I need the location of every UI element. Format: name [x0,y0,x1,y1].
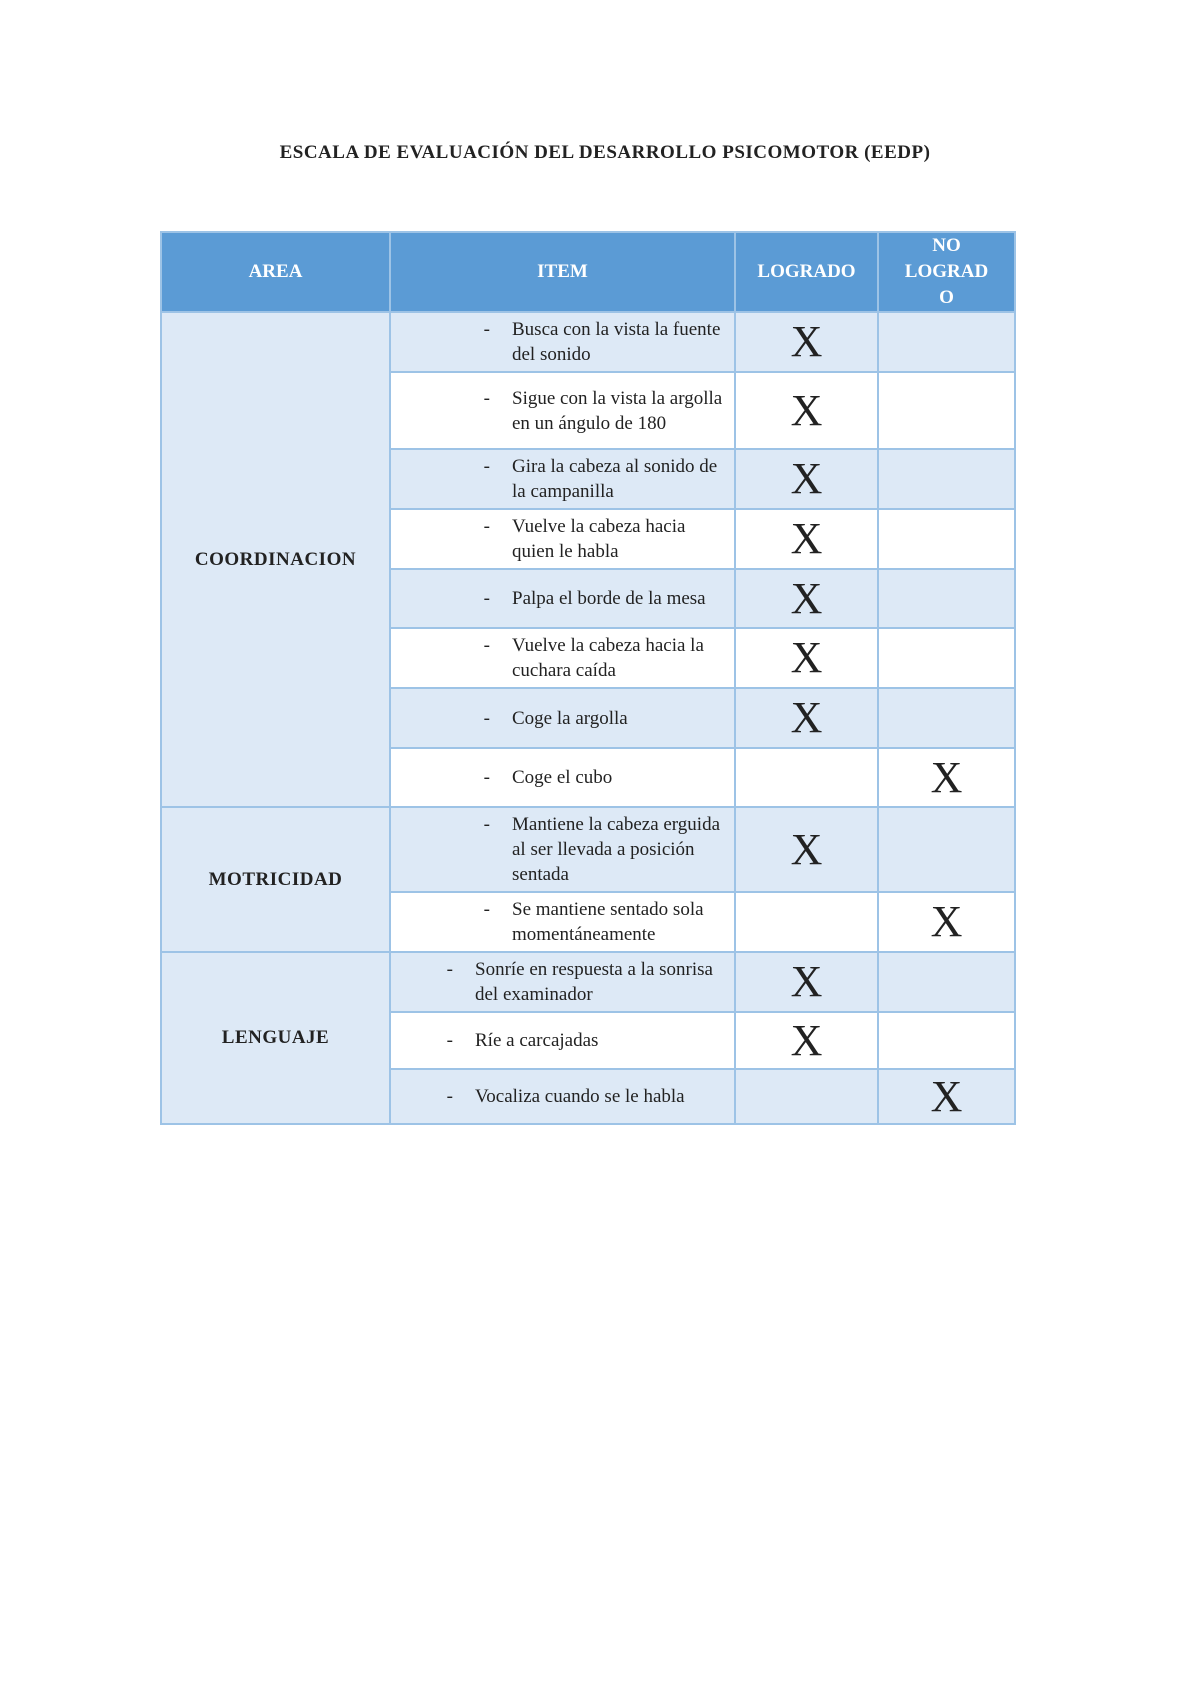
item-text: Gira la cabeza al sonido de la campanilla [512,456,718,502]
no-logrado-cell [878,569,1015,628]
item-cell [390,569,735,628]
table-row [161,312,1015,372]
table-row [161,807,1015,892]
no-logrado-cell [878,312,1015,372]
no-logrado-cell [878,372,1015,449]
no-logrado-cell: X [878,1069,1015,1124]
header-logrado: LOGRADO [735,232,878,312]
no-logrado-cell [878,807,1015,892]
header-area: AREA [161,232,390,312]
item-cell [390,628,735,688]
item-text: Coge el cubo [512,767,613,788]
logrado-cell [735,748,878,807]
logrado-cell [735,1069,878,1124]
header-no-logrado-line-1: NO [932,235,961,256]
item-text: Vuelve la cabeza hacia la cuchara caída [512,635,704,681]
no-logrado-cell [878,688,1015,748]
logrado-cell: X [735,372,878,449]
bullet-dash: - [483,899,490,920]
header-no-logrado-line-2: LOGRAD [904,261,989,282]
item-cell [390,312,735,372]
item-text: Se mantiene sentado sola momentáneamente [512,899,704,945]
eedp-table [160,231,1016,1125]
area-cell-coordinacion: COORDINACION [161,312,390,807]
logrado-cell: X [735,807,878,892]
item-text: Vocaliza cuando se le habla [475,1086,685,1107]
table-row [161,952,1015,1012]
bullet-dash: - [483,767,490,788]
header-no-logrado-line-3: O [939,287,954,308]
bullet-dash: - [446,1030,453,1051]
item-cell [390,688,735,748]
bullet-dash: - [446,959,453,980]
item-text: Coge la argolla [512,707,628,729]
logrado-cell: X [735,628,878,688]
no-logrado-cell [878,449,1015,509]
no-logrado-cell [878,628,1015,688]
item-text: Palpa el borde de la mesa [512,588,706,609]
area-cell-motricidad: MOTRICIDAD [161,807,390,952]
item-cell [390,807,735,892]
item-text: Ríe a carcajadas [475,1030,599,1051]
no-logrado-cell [878,509,1015,569]
no-logrado-cell: X [878,748,1015,807]
no-logrado-cell [878,952,1015,1012]
item-cell [390,748,735,807]
item-cell [390,952,735,1012]
bullet-dash: - [483,814,490,835]
item-text: Sonríe en respuesta a la sonrisa del examinador [475,959,713,1005]
bullet-dash: - [483,319,490,340]
no-logrado-cell: X [878,892,1015,952]
logrado-cell: X [735,449,878,509]
item-text: Vuelve la cabeza hacia quien le habla [512,516,686,562]
logrado-cell [735,892,878,952]
item-cell [390,449,735,509]
bullet-dash: - [483,387,490,409]
bullet-dash: - [483,635,490,656]
item-cell [390,372,735,449]
bullet-dash: - [483,456,490,477]
item-text: Busca con la vista la fuente del sonido [512,319,721,365]
logrado-cell: X [735,688,878,748]
item-text: Sigue con la vista la argolla en un ángulo de 180 [512,387,723,434]
logrado-cell: X [735,509,878,569]
header-item: ITEM [390,232,735,312]
item-cell [390,1069,735,1124]
document-title: ESCALA DE EVALUACIÓN DEL DESARROLLO PSICOMOTOR (EEDP) [279,142,931,163]
item-cell [390,509,735,569]
bullet-dash: - [446,1086,453,1107]
bullet-dash: - [483,588,490,609]
logrado-cell: X [735,569,878,628]
bullet-dash: - [483,516,490,537]
logrado-cell: X [735,312,878,372]
logrado-cell: X [735,952,878,1012]
item-cell [390,1012,735,1069]
header-no-logrado [878,232,1015,312]
item-cell [390,892,735,952]
table-header-row [161,232,1015,312]
item-text: Mantiene la cabeza erguida al ser llevada a posición sentada [512,814,721,885]
no-logrado-cell [878,1012,1015,1069]
logrado-cell: X [735,1012,878,1069]
area-cell-lenguaje: LENGUAJE [161,952,390,1124]
bullet-dash: - [483,707,490,729]
